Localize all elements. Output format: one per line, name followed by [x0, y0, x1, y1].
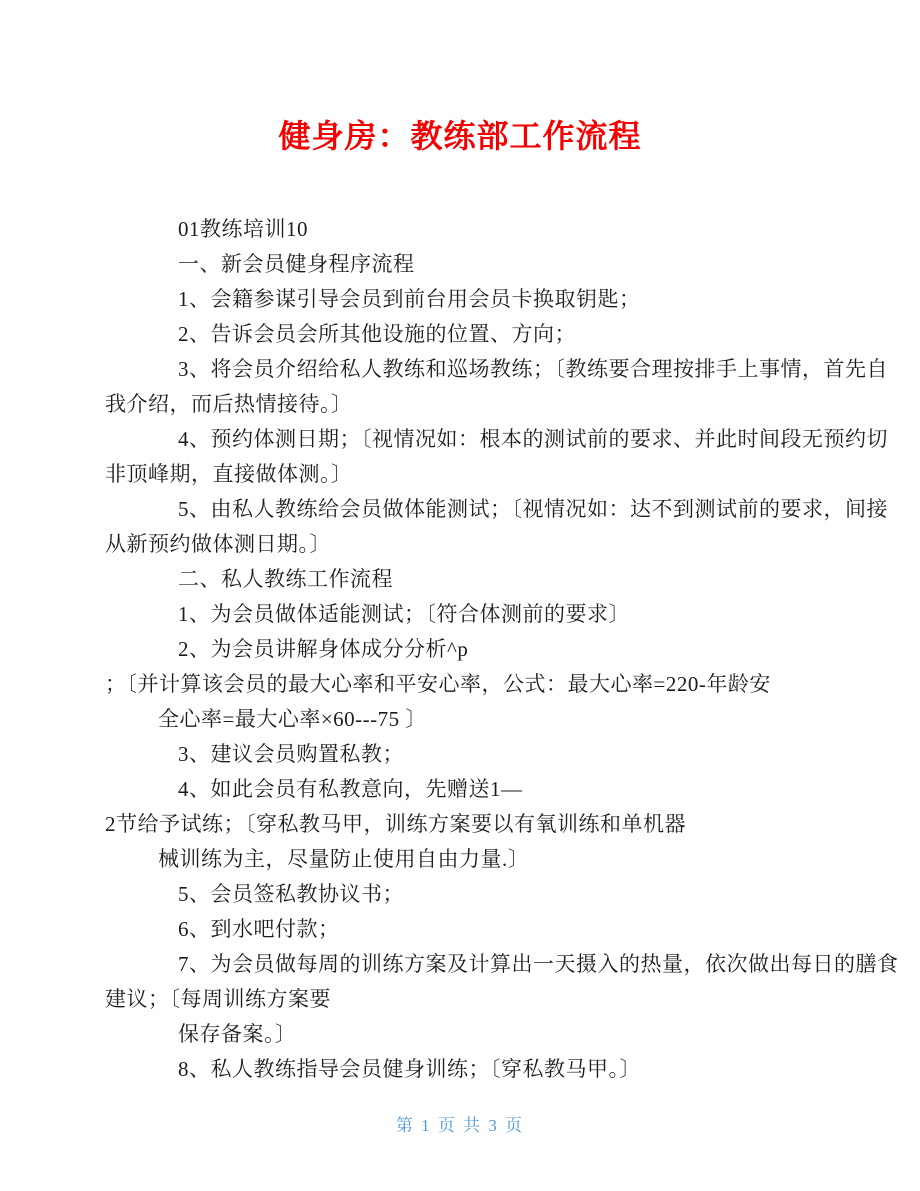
- text-line: 我介绍，而后热情接待。〕: [105, 392, 353, 416]
- text-line: 4、如此会员有私教意向，先赠送1—: [178, 777, 523, 801]
- text-line: 2、为会员讲解身体成分分析^p: [178, 637, 469, 661]
- text-line: 3、建议会员购置私教；: [178, 742, 404, 766]
- text-line: 6、到水吧付款；: [178, 917, 340, 941]
- text-line: 5、会员签私教协议书；: [178, 882, 404, 906]
- text-line: 01教练培训10: [178, 217, 308, 241]
- text-line: 二、私人教练工作流程: [178, 567, 393, 591]
- text-line: 保存备案。〕: [178, 1022, 297, 1046]
- text-line: 建议；〔每周训练方案要: [105, 987, 331, 1011]
- text-line: 3、将会员介绍给私人教练和巡场教练；〔教练要合理按排手上事情，首先自: [178, 357, 888, 381]
- text-line: 械训练为主，尽量防止使用自由力量.〕: [158, 847, 530, 871]
- text-line: 全心率=最大心率×60---75 〕: [158, 707, 427, 731]
- text-line: 8、私人教练指导会员健身训练；〔穿私教马甲。〕: [178, 1057, 641, 1081]
- text-line: 一、新会员健身程序流程: [178, 252, 415, 276]
- document-body: [105, 212, 899, 1087]
- page-number-text: 第 1 页 共 3 页: [395, 1116, 525, 1135]
- text-line: 非顶峰期，直接做体测。〕: [105, 462, 353, 486]
- text-line: 1、为会员做体适能测试；〔符合体测前的要求〕: [178, 602, 630, 626]
- text-line: 1、会籍参谋引导会员到前台用会员卡换取钥匙；: [178, 287, 641, 311]
- text-line: 从新预约做体测日期。〕: [105, 532, 331, 556]
- text-line: 7、为会员做每周的训练方案及计算出一天摄入的热量，依次做出每日的膳食: [178, 952, 899, 976]
- text-line: 2节给予试练；〔穿私教马甲，训练方案要以有氧训练和单机器: [105, 812, 686, 836]
- page-footer: [0, 1113, 920, 1139]
- text-line: ；〔并计算该会员的最大心率和平安心率，公式：最大心率=220-年龄安: [105, 672, 771, 696]
- document-title: 健身房：教练部工作流程: [278, 117, 642, 155]
- text-line: 2、告诉会员会所其他设施的位置、方向；: [178, 322, 576, 346]
- text-line: 5、由私人教练给会员做体能测试；〔视情况如：达不到测试前的要求，间接: [178, 497, 888, 521]
- text-line: 4、预约体测日期；〔视情况如：根本的测试前的要求、并此时间段无预约切: [178, 427, 888, 451]
